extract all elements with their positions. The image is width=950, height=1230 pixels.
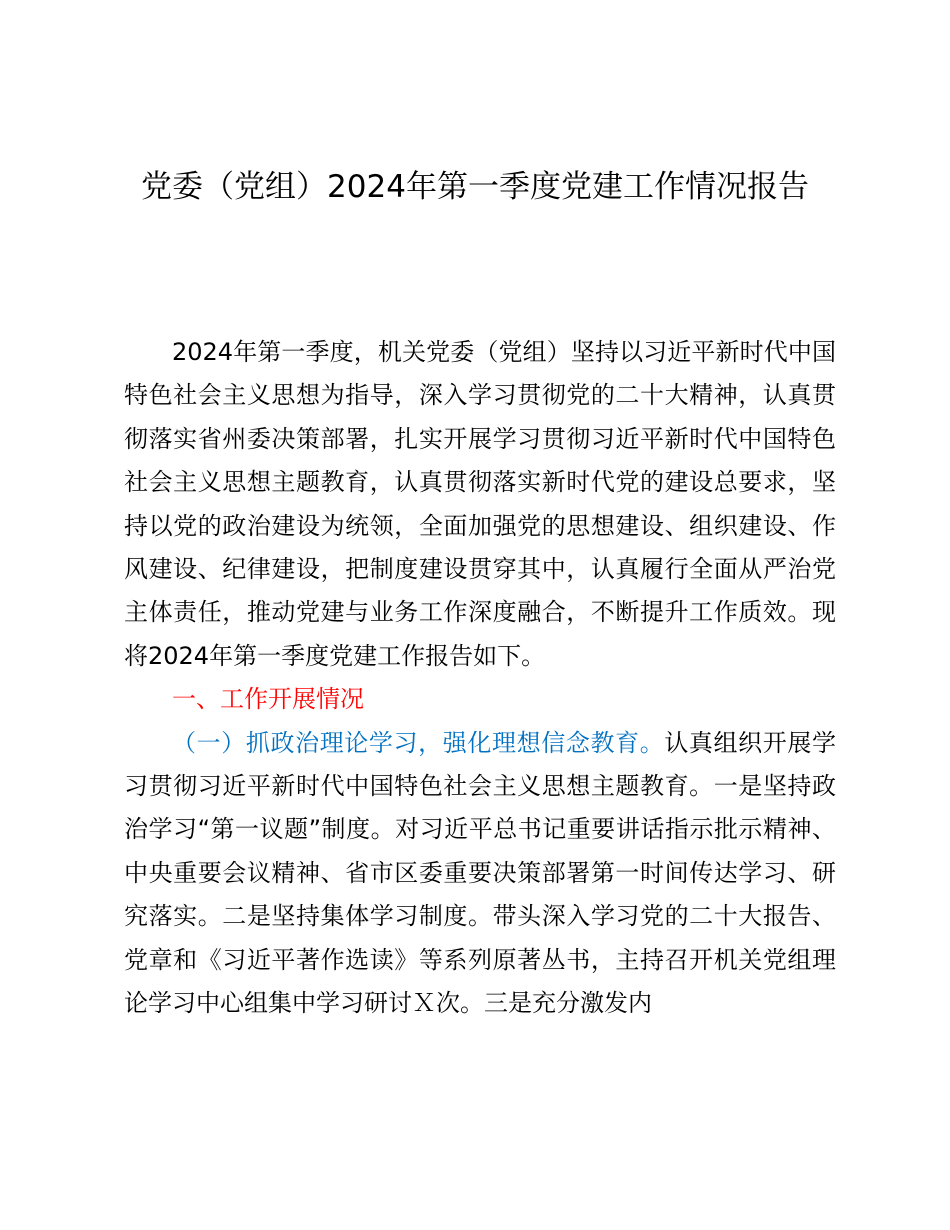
intro-paragraph: 2024年第一季度，机关党委（党组）坚持以习近平新时代中国特色社会主义思想为指导，深入学习贯彻党的二十大精神，认真贯彻落实省州委决策部署，扎实开展学习贯彻习近平新时代中国特色社会主义思想主题教育，认真贯彻落实新时代党的建设总要求，坚持以党的政治建设为统领，全面加强党的思想建设、组织建设、作风建设、纪律建设，把制度建设贯穿其中，认真履行全面从严治党主体责任，推动党建与业务工作深度融合，不断提升工作质效。现将2024年第一季度党建工作报告如下。 xyxy=(124,338,836,670)
subsection-heading-political-study: （一）抓政治理论学习，强化理想信念教育。 xyxy=(172,728,665,757)
subsection-paragraph-political-study xyxy=(124,722,836,1026)
document-title: 党委（党组）2024年第一季度党建工作情况报告 xyxy=(141,169,809,205)
section-heading-work-status: 一、工作开展情况 xyxy=(172,685,364,714)
document-body xyxy=(124,331,836,1026)
subsection-text-political-study: 认真组织开展学习贯彻习近平新时代中国特色社会主义思想主题教育。一是坚持政治学习“第一议题”制度。对习近平总书记重要讲话指示批示精神、中央重要会议精神、省市区委重要决策部署第一时间传达学习、研究落实。二是坚持集体学习制度。带头深入学习党的二十大报告、党章和《习近平著作选读》等系列原著丛书，主持召开机关党组理论学习中心组集中学习研讨Ｘ次。三是充分激发内 xyxy=(124,728,837,1018)
